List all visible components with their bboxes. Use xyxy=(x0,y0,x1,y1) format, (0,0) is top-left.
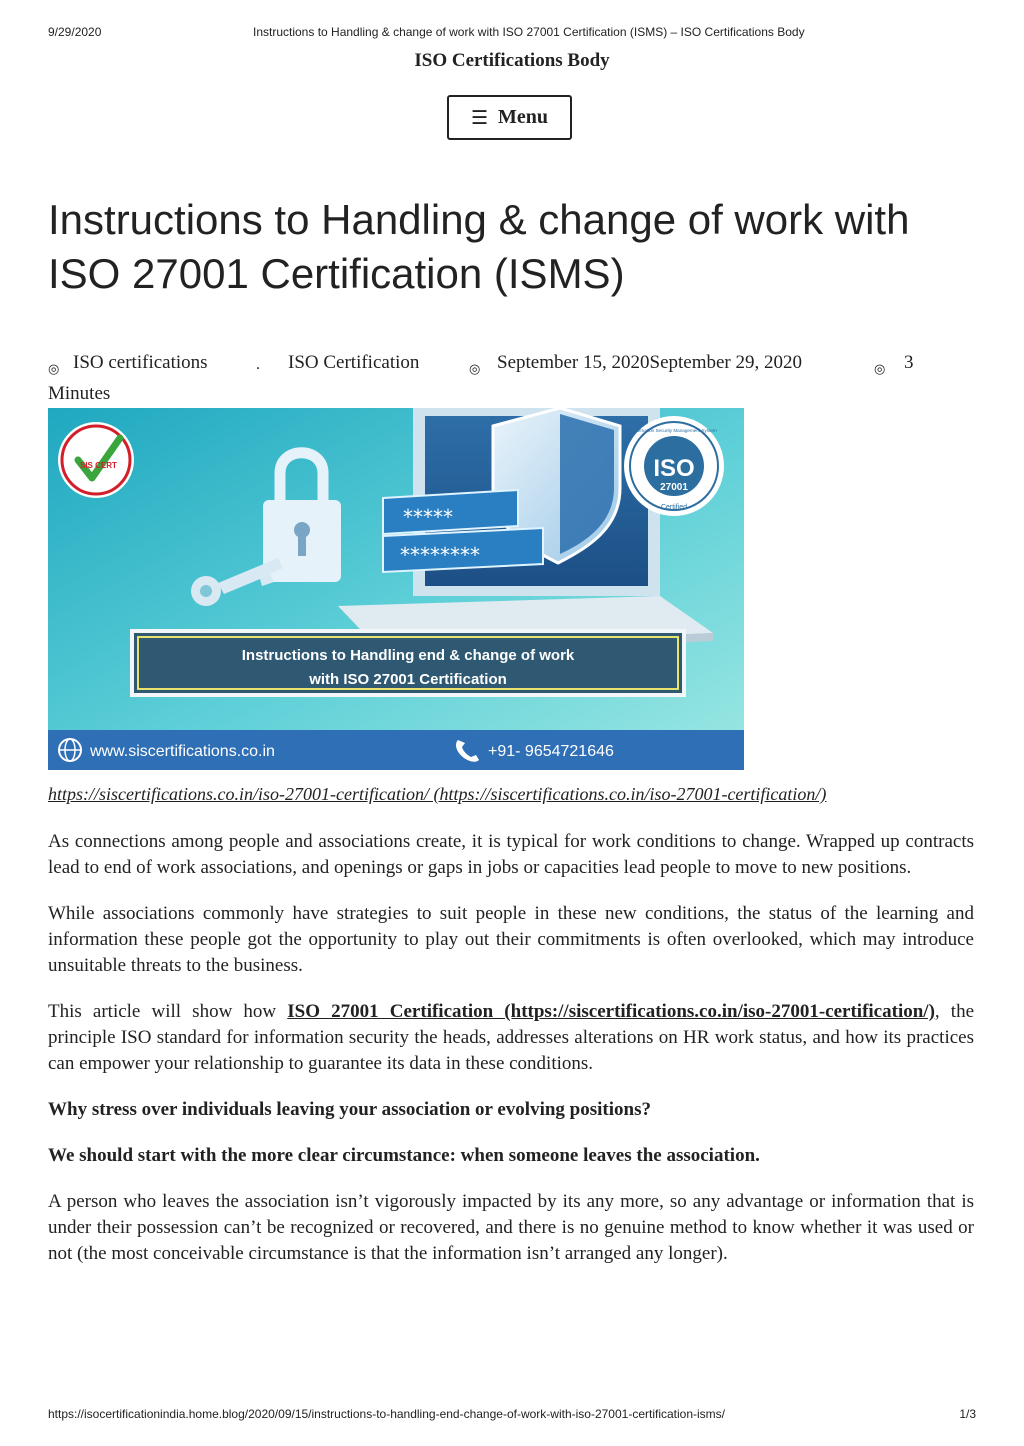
image-banner xyxy=(130,629,686,697)
author-icon: ◎ xyxy=(48,362,60,377)
paragraph-text: This article will show how xyxy=(48,1001,288,1022)
section-heading: Why stress over individuals leaving your association or evolving positions? xyxy=(48,1099,651,1120)
print-url: https://isocertificationindia.home.blog/2020/09/15/instructions-to-handling-end-change-of-work-with-iso-27001-certification-isms/ xyxy=(48,1407,726,1421)
section-heading: We should start with the more clear circumstance: when someone leaves the association. xyxy=(48,1145,760,1166)
print-document-title: Instructions to Handling & change of work with ISO 27001 Certification (ISMS) – ISO Certifications Body xyxy=(253,25,805,39)
print-header xyxy=(48,25,976,41)
badge-ring-text: Information Security Management System xyxy=(631,428,717,433)
logo-text: SIS CERT xyxy=(80,461,117,470)
banner-line-2: with ISO 27001 Certification xyxy=(309,671,507,688)
print-date: 9/29/2020 xyxy=(48,25,102,39)
image-source-link[interactable]: https://siscertifications.co.in/iso-27001-certification/ (https://siscertifications.co.in/iso-27001-certification/) xyxy=(48,784,827,804)
clock-icon: ◎ xyxy=(874,362,886,377)
read-time-unit: Minutes xyxy=(48,383,111,404)
featured-image-illustration xyxy=(48,408,744,770)
password-mask-1: ***** xyxy=(403,505,453,529)
read-time-number: 3 xyxy=(904,352,914,373)
category-icon: . xyxy=(256,356,260,373)
post-meta xyxy=(48,352,978,412)
menu-button[interactable] xyxy=(447,95,572,140)
password-mask-2: ******** xyxy=(400,543,480,567)
banner-line-1: Instructions to Handling end & change of work xyxy=(241,647,575,664)
page-number: 1/3 xyxy=(959,1407,976,1421)
paragraph-text: , the principle ISO standard for information security the heads, addresses alterations on HR work status, and how its practices can empower your relationship to guarantee its data in these conditions. xyxy=(48,1001,974,1074)
paragraph: A person who leaves the association isn’t vigorously impacted by its any more, so any advantage or information that is under their possession can’t be recognized or recovered, and there is no genuine method to know whether it was used or not (the most conceivable circumstance is that the information isn’t arranged any longer). xyxy=(48,1191,974,1264)
post-author[interactable]: ISO certifications xyxy=(73,352,208,373)
post-dates[interactable]: September 15, 2020September 29, 2020 xyxy=(497,352,803,373)
sis-cert-logo xyxy=(58,422,134,498)
iso-27001-certification-link[interactable]: ISO 27001 Certification (https://siscertifications.co.in/iso-27001-certification/) xyxy=(287,1001,935,1022)
image-website-text: www.siscertifications.co.in xyxy=(90,743,275,760)
badge-certified: Certified xyxy=(660,504,688,511)
password-field-icon xyxy=(383,490,543,572)
post-category[interactable]: ISO Certification xyxy=(288,352,420,373)
article-body xyxy=(48,829,974,1287)
date-icon: ◎ xyxy=(469,362,481,377)
paragraph: As connections among people and associations create, it is typical for work conditions to change. Wrapped up contracts lead to end of work associations, and openings or gaps in jobs or capacities lead people to move to new positions. xyxy=(48,831,974,878)
hamburger-icon: ☰ xyxy=(470,106,489,129)
image-phone-text: +91- 9654721646 xyxy=(488,743,614,760)
site-title[interactable]: ISO Certifications Body xyxy=(414,50,610,71)
badge-iso-text: ISO xyxy=(653,455,695,482)
image-footer xyxy=(48,730,744,770)
paragraph xyxy=(48,999,974,1077)
post-title: Instructions to Handling & change of work with ISO 27001 Certification (ISMS) xyxy=(48,196,910,297)
menu-label: Menu xyxy=(498,106,549,128)
paragraph: While associations commonly have strategies to suit people in these new conditions, the status of the learning and information these people got the opportunity to play out their commitments is often overlooked, which may introduce unsuitable threats to the business. xyxy=(48,903,974,976)
print-footer xyxy=(48,1407,976,1421)
iso-27001-badge xyxy=(624,416,724,516)
featured-image xyxy=(48,408,744,770)
badge-number: 27001 xyxy=(660,482,688,493)
